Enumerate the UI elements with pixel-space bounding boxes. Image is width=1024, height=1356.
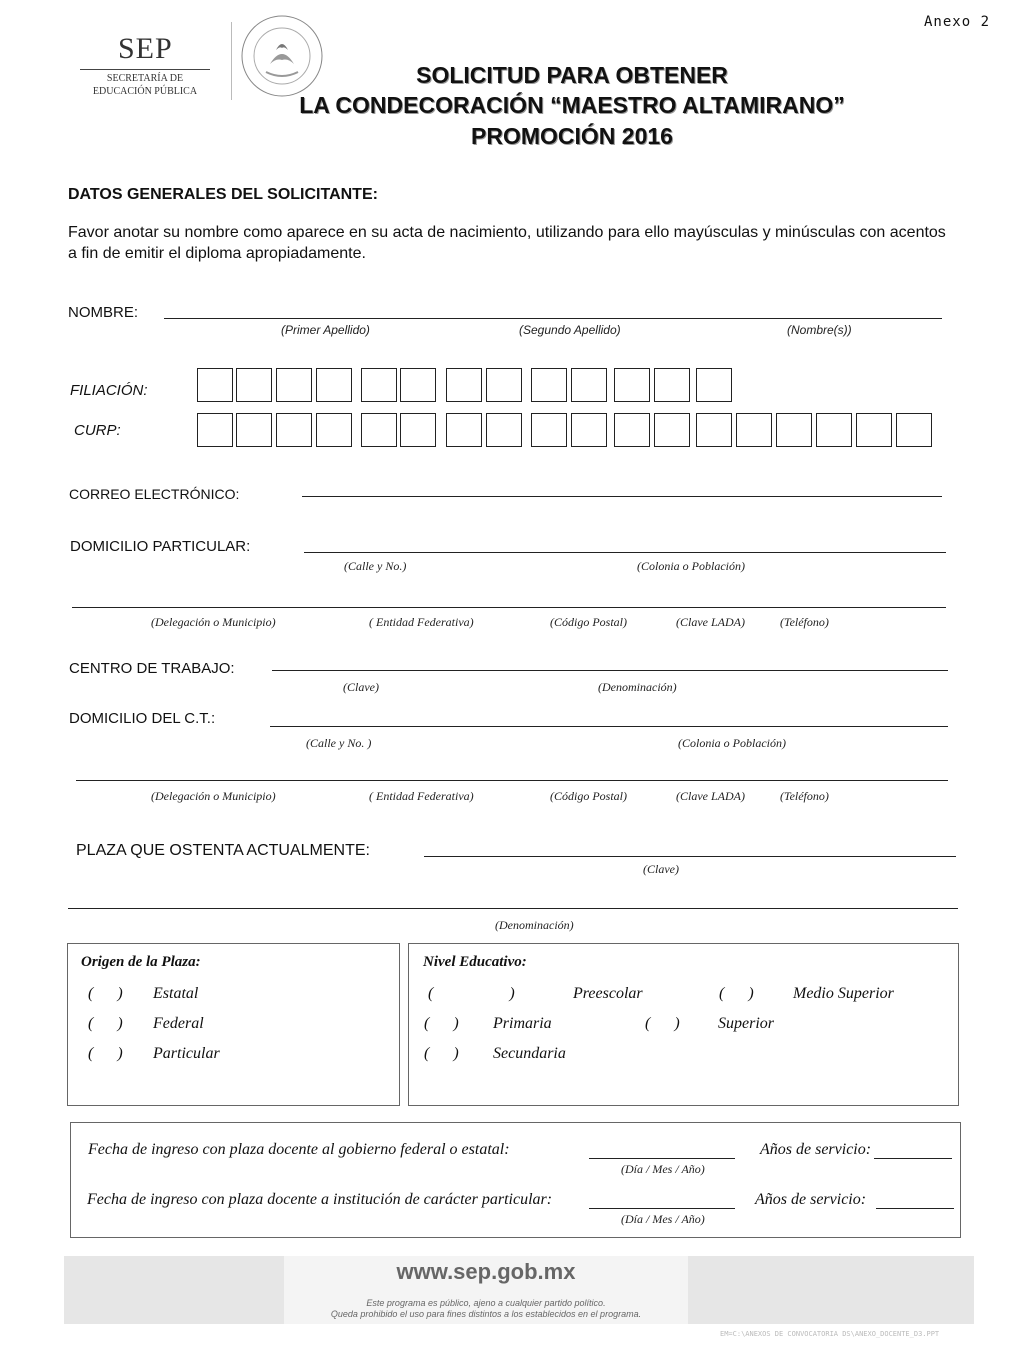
plaza-label: PLAZA QUE OSTENTA ACTUALMENTE: [76,842,370,859]
colonia-caption: (Colonia o Población) [637,559,745,573]
primer-apellido-caption: (Primer Apellido) [281,323,370,337]
anios-servicio-federal-field[interactable] [874,1158,952,1159]
curp-box[interactable] [696,413,732,447]
fechas-panel [70,1122,961,1238]
curp-box[interactable] [571,413,607,447]
curp-box[interactable] [776,413,812,447]
curp-box[interactable] [816,413,852,447]
curp-box[interactable] [276,413,312,447]
curp-box[interactable] [614,413,650,447]
delegacion-caption: (Delegación o Municipio) [151,615,276,629]
origen-particular-label: Particular [153,1045,220,1062]
fecha-federal-field[interactable] [589,1158,735,1159]
correo-field[interactable] [302,496,942,497]
origen-plaza-title: Origen de la Plaza: [81,954,201,970]
fecha-particular-format: (Día / Mes / Año) [621,1212,705,1226]
denominacion-plaza-caption: (Denominación) [495,918,574,932]
nivel-superior-checkbox[interactable]: ( ) [645,1015,680,1032]
annex-label: Anexo 2 [924,14,991,30]
origen-federal-checkbox[interactable]: ( ) [88,1015,123,1032]
nombre-label: NOMBRE: [68,304,139,321]
entidad-caption: ( Entidad Federativa) [369,615,474,629]
curp-label: CURP: [74,422,121,439]
curp-box[interactable] [486,413,522,447]
fecha-federal-label: Fecha de ingreso con plaza docente al gobierno federal o estatal: [88,1141,510,1158]
filiacion-box[interactable] [197,368,233,402]
curp-box[interactable] [446,413,482,447]
centro-trabajo-field[interactable] [272,670,948,671]
lada-ct-caption: (Clave LADA) [676,789,745,803]
curp-box[interactable] [236,413,272,447]
calle-caption: (Calle y No.) [344,559,407,573]
calle-ct-caption: (Calle y No. ) [306,736,372,750]
clave-ct-caption: (Clave) [343,680,379,694]
denominacion-ct-caption: (Denominación) [598,680,677,694]
anios-servicio-particular-field[interactable] [876,1208,954,1209]
footer-legal-2: Queda prohibido el uso para fines distintos a los establecidos en el programa. [330,1309,642,1319]
logo-subtitle-1: SECRETARÍA DE [106,73,184,84]
curp-box[interactable] [736,413,772,447]
domicilio-ct-field[interactable] [270,726,948,727]
nivel-superior-label: Superior [718,1015,774,1032]
filiacion-box[interactable] [531,368,567,402]
nivel-primaria-checkbox[interactable]: ( ) [424,1015,459,1032]
filiacion-box[interactable] [316,368,352,402]
colonia-ct-caption: (Colonia o Población) [678,736,786,750]
entidad-ct-caption: ( Entidad Federativa) [369,789,474,803]
domicilio-ct-label: DOMICILIO DEL C.T.: [69,710,216,727]
origen-estatal-checkbox[interactable]: ( ) [88,985,123,1002]
title-line-3: PROMOCIÓN 2016 [471,123,673,149]
filiacion-box[interactable] [446,368,482,402]
cp-caption: (Código Postal) [550,615,627,629]
curp-box[interactable] [316,413,352,447]
title-line-2: LA CONDECORACIÓN “MAESTRO ALTAMIRANO” [299,92,845,118]
logo-subtitle-2: EDUCACIÓN PÚBLICA [92,86,198,97]
origen-particular-checkbox[interactable]: ( ) [88,1045,123,1062]
lada-caption: (Clave LADA) [676,615,745,629]
nivel-medio-superior-checkbox[interactable]: ( ) [719,985,754,1002]
nivel-secundaria-checkbox[interactable]: ( ) [424,1045,459,1062]
nivel-medio-superior-label: Medio Superior [793,985,894,1002]
nivel-educativo-title: Nivel Educativo: [423,954,527,970]
filiacion-box[interactable] [361,368,397,402]
nivel-secundaria-label: Secundaria [493,1045,566,1062]
filiacion-label: FILIACIÓN: [70,382,148,399]
curp-box[interactable] [531,413,567,447]
filiacion-box[interactable] [236,368,272,402]
curp-box[interactable] [896,413,932,447]
nivel-primaria-label: Primaria [493,1015,552,1032]
anios-servicio-federal-label: Años de servicio: [760,1141,872,1158]
domicilio-ct-field-2[interactable] [76,780,948,781]
footer-file-path: EM=C:\ANEXOS DE CONVOCATORIA DS\ANEXO_DOCENTE_D3.PPT [720,1330,940,1338]
origen-estatal-label: Estatal [153,985,199,1002]
domicilio-particular-label: DOMICILIO PARTICULAR: [70,538,251,555]
centro-trabajo-label: CENTRO DE TRABAJO: [69,660,235,677]
telefono-caption: (Teléfono) [780,615,829,629]
fecha-federal-format: (Día / Mes / Año) [621,1162,705,1176]
instructions-text: Favor anotar su nombre como aparece en su acta de nacimiento, utilizando para ello mayúsculas y minúsculas con acentos a fin de emitir el diploma apropiadamente. [68,224,946,262]
footer-url[interactable]: www.sep.gob.mx [396,1259,576,1284]
filiacion-box[interactable] [486,368,522,402]
clave-plaza-caption: (Clave) [643,862,679,876]
fecha-particular-label: Fecha de ingreso con plaza docente a institución de carácter particular: [87,1191,553,1208]
filiacion-box[interactable] [654,368,690,402]
plaza-clave-field[interactable] [424,856,956,857]
cp-ct-caption: (Código Postal) [550,789,627,803]
nivel-preescolar-checkbox[interactable]: ( ) [428,985,515,1002]
curp-box[interactable] [361,413,397,447]
sep-logo: SEP [118,32,173,65]
filiacion-box[interactable] [571,368,607,402]
telefono-ct-caption: (Teléfono) [780,789,829,803]
curp-box[interactable] [400,413,436,447]
anios-servicio-particular-label: Años de servicio: [755,1191,867,1208]
segundo-apellido-caption: (Segundo Apellido) [519,323,621,337]
domicilio-particular-field-2[interactable] [72,607,946,608]
fecha-particular-field[interactable] [589,1208,735,1209]
domicilio-particular-field[interactable] [304,552,946,553]
nombre-field[interactable] [164,318,942,319]
curp-box[interactable] [654,413,690,447]
correo-label: CORREO ELECTRÓNICO: [69,486,240,502]
curp-box[interactable] [856,413,892,447]
curp-box[interactable] [197,413,233,447]
title-line-1: SOLICITUD PARA OBTENER [416,62,728,88]
plaza-denominacion-field[interactable] [68,908,958,909]
nivel-preescolar-label: Preescolar [573,985,643,1002]
footer-legal-1: Este programa es público, ajeno a cualquier partido político. [366,1298,606,1308]
delegacion-ct-caption: (Delegación o Municipio) [151,789,276,803]
nombres-caption: (Nombre(s)) [787,323,852,337]
filiacion-box[interactable] [614,368,650,402]
origen-federal-label: Federal [153,1015,204,1032]
filiacion-box[interactable] [276,368,312,402]
section-title: DATOS GENERALES DEL SOLICITANTE: [68,186,378,203]
filiacion-box[interactable] [696,368,732,402]
filiacion-box[interactable] [400,368,436,402]
